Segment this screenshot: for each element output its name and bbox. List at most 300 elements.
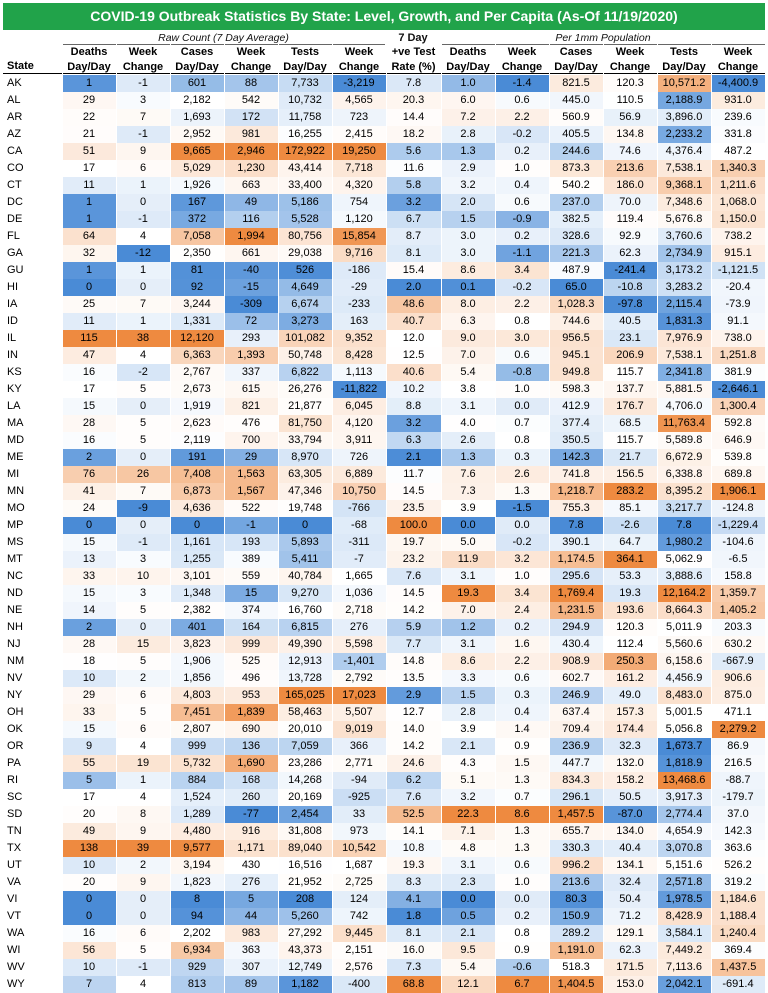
cell-per-tests: 7,348.6 [657, 194, 711, 211]
cell-per-tests-change: 1,240.4 [711, 925, 765, 942]
cell-raw-tests-change: 9,445 [332, 925, 386, 942]
cell-per-cases-change: 23.1 [603, 330, 657, 347]
cell-raw-deaths-change: -9 [116, 500, 170, 517]
cell-per-tests: 1,673.7 [657, 738, 711, 755]
cell-per-deaths: 2.1 [441, 925, 495, 942]
cell-positive-rate: 11.6 [386, 160, 441, 177]
cell-raw-cases-change: 136 [224, 738, 278, 755]
cell-raw-tests-change: 19,250 [332, 143, 386, 160]
cell-raw-deaths-change: 5 [116, 432, 170, 449]
cell-raw-deaths: 56 [62, 942, 116, 959]
column-separator [116, 44, 117, 993]
cell-positive-rate: 13.5 [386, 670, 441, 687]
cell-per-deaths: 8.6 [441, 262, 495, 279]
cell-per-deaths-change: 2.6 [495, 466, 549, 483]
cell-per-deaths: 12.1 [441, 976, 495, 993]
cell-raw-tests-change: 7,718 [332, 160, 386, 177]
cell-positive-rate: 7.6 [386, 789, 441, 806]
cell-positive-rate: 8.1 [386, 245, 441, 262]
cell-positive-rate: 2.9 [386, 687, 441, 704]
cell-per-deaths: 5.0 [441, 534, 495, 551]
cell-per-deaths: 6.3 [441, 313, 495, 330]
cell-per-tests: 7,976.9 [657, 330, 711, 347]
column-separator [711, 44, 712, 993]
cell-per-tests: 2,571.8 [657, 874, 711, 891]
cell-per-deaths-change: 0.8 [495, 313, 549, 330]
cell-raw-cases: 3,101 [170, 568, 224, 585]
cell-per-deaths-change: -1.4 [495, 75, 549, 92]
cell-raw-cases-change: 663 [224, 177, 278, 194]
cell-per-cases: 945.1 [549, 347, 603, 364]
cell-raw-cases: 1,289 [170, 806, 224, 823]
cell-per-deaths-change: 0.2 [495, 908, 549, 925]
cell-per-cases: 213.6 [549, 874, 603, 891]
cell-raw-tests: 81,750 [278, 415, 332, 432]
cell-positive-rate: 20.3 [386, 92, 441, 109]
cell-raw-tests: 31,808 [278, 823, 332, 840]
cell-raw-tests: 33,400 [278, 177, 332, 194]
cell-raw-tests: 40,784 [278, 568, 332, 585]
cell-per-tests-change: 1,068.0 [711, 194, 765, 211]
cell-positive-rate: 14.2 [386, 602, 441, 619]
cell-raw-deaths: 25 [62, 296, 116, 313]
cell-raw-cases-change: 389 [224, 551, 278, 568]
cell-raw-tests-change: 4,120 [332, 415, 386, 432]
cell-raw-deaths-change: -1 [116, 211, 170, 228]
cell-raw-cases: 372 [170, 211, 224, 228]
cell-raw-tests: 5,260 [278, 908, 332, 925]
cell-per-cases: 221.3 [549, 245, 603, 262]
cell-raw-tests-change: 1,665 [332, 568, 386, 585]
cell-per-tests-change: -179.7 [711, 789, 765, 806]
column-separator [441, 44, 442, 993]
cell-per-tests: 11,763.4 [657, 415, 711, 432]
cell-per-tests: 3,917.3 [657, 789, 711, 806]
cell-raw-cases-change: 116 [224, 211, 278, 228]
cell-per-tests-change: 875.0 [711, 687, 765, 704]
cell-raw-deaths: 14 [62, 602, 116, 619]
cell-per-tests: 3,584.1 [657, 925, 711, 942]
cell-per-cases-change: 115.7 [603, 364, 657, 381]
cell-raw-cases: 8 [170, 891, 224, 908]
cell-per-cases-change: 40.5 [603, 313, 657, 330]
cell-raw-cases-change: 374 [224, 602, 278, 619]
cell-per-cases: 956.5 [549, 330, 603, 347]
cell-per-deaths-change: -0.2 [495, 279, 549, 296]
cell-per-deaths: 3.2 [441, 177, 495, 194]
cell-raw-cases: 2,119 [170, 432, 224, 449]
cell-raw-cases: 601 [170, 75, 224, 92]
cell-raw-cases: 5,029 [170, 160, 224, 177]
cell-raw-tests-change: -29 [332, 279, 386, 296]
cell-per-deaths: 5.4 [441, 364, 495, 381]
cell-positive-rate: 10.2 [386, 381, 441, 398]
cell-per-deaths: 1.0 [441, 75, 495, 92]
cell-raw-tests: 20,169 [278, 789, 332, 806]
header-state: State [7, 60, 34, 72]
cell-raw-deaths: 28 [62, 415, 116, 432]
cell-per-cases-change: 68.5 [603, 415, 657, 432]
cell-positive-rate: 14.2 [386, 738, 441, 755]
cell-per-cases-change: 32.3 [603, 738, 657, 755]
cell-per-tests: 3,217.7 [657, 500, 711, 517]
cell-raw-tests: 2,454 [278, 806, 332, 823]
cell-per-tests-change: 738.2 [711, 228, 765, 245]
cell-raw-cases: 1,524 [170, 789, 224, 806]
cell-raw-tests: 16,760 [278, 602, 332, 619]
column-separator [224, 44, 225, 993]
cell-raw-deaths: 1 [62, 194, 116, 211]
header-raw-tests: Tests Day/Day [283, 46, 327, 73]
cell-per-cases-change: 32.4 [603, 874, 657, 891]
cell-state: CT [7, 179, 22, 191]
cell-per-tests-change: 487.2 [711, 143, 765, 160]
cell-positive-rate: 6.2 [386, 772, 441, 789]
cell-raw-deaths: 16 [62, 925, 116, 942]
cell-per-tests-change: 216.5 [711, 755, 765, 772]
cell-per-tests: 7,538.1 [657, 160, 711, 177]
cell-raw-cases: 999 [170, 738, 224, 755]
cell-per-cases: 65.0 [549, 279, 603, 296]
cell-per-tests-change: 381.9 [711, 364, 765, 381]
cell-state: OH [7, 706, 24, 718]
cell-raw-deaths-change: 0 [116, 449, 170, 466]
cell-per-cases: 330.3 [549, 840, 603, 857]
cell-per-deaths-change: 1.0 [495, 874, 549, 891]
cell-raw-deaths: 17 [62, 789, 116, 806]
cell-per-cases: 873.3 [549, 160, 603, 177]
cell-raw-tests-change: 124 [332, 891, 386, 908]
cell-per-deaths: 8.6 [441, 653, 495, 670]
cell-raw-cases: 6,934 [170, 942, 224, 959]
cell-per-cases: 744.6 [549, 313, 603, 330]
cell-state: ID [7, 315, 18, 327]
cell-state: SD [7, 808, 23, 820]
cell-raw-cases-change: 690 [224, 721, 278, 738]
cell-per-deaths-change: 0.3 [495, 449, 549, 466]
cell-state: IA [7, 298, 18, 310]
cell-per-cases: 1,457.5 [549, 806, 603, 823]
cell-per-cases: 1,404.5 [549, 976, 603, 993]
cell-per-cases: 487.9 [549, 262, 603, 279]
cell-raw-cases: 92 [170, 279, 224, 296]
cell-per-deaths: 2.8 [441, 126, 495, 143]
cell-raw-tests-change: 726 [332, 449, 386, 466]
cell-positive-rate: 8.7 [386, 228, 441, 245]
cell-per-deaths-change: 6.7 [495, 976, 549, 993]
cell-raw-tests: 7,059 [278, 738, 332, 755]
cell-per-cases-change: 174.4 [603, 721, 657, 738]
cell-raw-cases-change: 15 [224, 585, 278, 602]
cell-raw-tests: 47,346 [278, 483, 332, 500]
cell-raw-deaths-change: 6 [116, 721, 170, 738]
cell-raw-cases: 167 [170, 194, 224, 211]
header-raw-deaths-change: Week Change [122, 46, 164, 73]
cell-raw-cases: 9,577 [170, 840, 224, 857]
cell-per-tests-change: -104.6 [711, 534, 765, 551]
cell-raw-tests: 21,952 [278, 874, 332, 891]
cell-raw-tests-change: 754 [332, 194, 386, 211]
cell-positive-rate: 2.0 [386, 279, 441, 296]
cell-state: DC [7, 196, 23, 208]
cell-per-cases: 350.5 [549, 432, 603, 449]
cell-raw-cases-change: 307 [224, 959, 278, 976]
cell-raw-deaths: 0 [62, 517, 116, 534]
cell-state: MP [7, 519, 24, 531]
cell-raw-tests-change: -94 [332, 772, 386, 789]
cell-raw-cases: 1,255 [170, 551, 224, 568]
header-raw-tests-change: Week Change [338, 46, 380, 73]
cell-per-cases-change: 50.4 [603, 891, 657, 908]
cell-per-tests-change: -1,121.5 [711, 262, 765, 279]
cell-per-tests: 7,113.6 [657, 959, 711, 976]
column-separator [386, 44, 387, 993]
cell-raw-deaths-change: 1 [116, 262, 170, 279]
column-separator [62, 44, 63, 993]
cell-per-deaths: 8.0 [441, 296, 495, 313]
cell-raw-cases: 2,952 [170, 126, 224, 143]
cell-per-deaths: 11.9 [441, 551, 495, 568]
cell-state: NY [7, 689, 23, 701]
cell-raw-deaths-change: 4 [116, 789, 170, 806]
cell-per-cases: 1,174.5 [549, 551, 603, 568]
cell-per-deaths-change: 2.2 [495, 653, 549, 670]
cell-per-deaths: 1.3 [441, 449, 495, 466]
cell-per-deaths-change: 0.9 [495, 738, 549, 755]
cell-raw-tests: 10,732 [278, 92, 332, 109]
cell-per-cases-change: 132.0 [603, 755, 657, 772]
cell-raw-deaths-change: 6 [116, 925, 170, 942]
cell-raw-deaths-change: 3 [116, 92, 170, 109]
cell-per-cases: 150.9 [549, 908, 603, 925]
cell-raw-tests: 29,038 [278, 245, 332, 262]
cell-raw-cases: 4,803 [170, 687, 224, 704]
cell-positive-rate: 10.8 [386, 840, 441, 857]
cell-per-deaths: 3.0 [441, 228, 495, 245]
cell-per-cases: 244.6 [549, 143, 603, 160]
cell-per-cases-change: 153.0 [603, 976, 657, 993]
cell-per-tests-change: 239.6 [711, 109, 765, 126]
cell-per-deaths-change: 3.0 [495, 330, 549, 347]
cell-raw-cases: 7,408 [170, 466, 224, 483]
header-per-tests: Tests Day/Day [662, 46, 706, 73]
cell-raw-cases: 4,636 [170, 500, 224, 517]
cell-raw-cases-change: 44 [224, 908, 278, 925]
cell-per-tests-change: 1,211.6 [711, 177, 765, 194]
cell-per-tests-change: 1,300.4 [711, 398, 765, 415]
cell-raw-deaths: 17 [62, 381, 116, 398]
cell-raw-tests-change: 1,113 [332, 364, 386, 381]
header-per-cases: Cases Day/Day [554, 46, 598, 73]
cell-per-cases-change: 283.2 [603, 483, 657, 500]
cell-state: UT [7, 859, 22, 871]
cell-per-tests-change: 689.8 [711, 466, 765, 483]
cell-raw-deaths: 115 [62, 330, 116, 347]
cell-per-tests-change: 158.8 [711, 568, 765, 585]
cell-positive-rate: 14.0 [386, 721, 441, 738]
cell-raw-cases: 1,856 [170, 670, 224, 687]
cell-raw-deaths: 17 [62, 160, 116, 177]
cell-raw-tests-change: 742 [332, 908, 386, 925]
cell-raw-tests-change: 2,771 [332, 755, 386, 772]
cell-raw-cases: 0 [170, 517, 224, 534]
cell-raw-deaths-change: 1 [116, 313, 170, 330]
cell-positive-rate: 5.9 [386, 619, 441, 636]
cell-raw-deaths-change: 1 [116, 177, 170, 194]
cell-per-deaths: 0.5 [441, 908, 495, 925]
cell-per-tests-change: 1,251.8 [711, 347, 765, 364]
cell-raw-cases-change: 1,994 [224, 228, 278, 245]
cell-state: CO [7, 162, 24, 174]
cell-raw-tests: 89,040 [278, 840, 332, 857]
column-separator [549, 44, 550, 993]
cell-per-deaths: 3.2 [441, 789, 495, 806]
cell-per-tests-change: 363.6 [711, 840, 765, 857]
cell-per-cases-change: 137.7 [603, 381, 657, 398]
cell-raw-cases-change: -1 [224, 517, 278, 534]
cell-per-tests: 2,115.4 [657, 296, 711, 313]
cell-per-cases-change: 56.9 [603, 109, 657, 126]
cell-positive-rate: 14.8 [386, 653, 441, 670]
cell-per-cases: 560.9 [549, 109, 603, 126]
cell-raw-tests: 7,733 [278, 75, 332, 92]
cell-raw-cases-change: 981 [224, 126, 278, 143]
cell-raw-deaths: 15 [62, 585, 116, 602]
cell-raw-tests-change: 2,151 [332, 942, 386, 959]
cell-raw-cases-change: 916 [224, 823, 278, 840]
cell-per-cases: 405.5 [549, 126, 603, 143]
cell-per-deaths-change: 1.6 [495, 636, 549, 653]
cell-raw-cases: 884 [170, 772, 224, 789]
cell-positive-rate: 40.7 [386, 313, 441, 330]
cell-per-deaths: 2.0 [441, 194, 495, 211]
cell-raw-deaths: 16 [62, 364, 116, 381]
cell-per-tests: 6,338.8 [657, 466, 711, 483]
cell-per-tests-change: 646.9 [711, 432, 765, 449]
cell-raw-deaths-change: -2 [116, 364, 170, 381]
cell-per-deaths-change: 0.2 [495, 619, 549, 636]
cell-per-tests: 4,456.9 [657, 670, 711, 687]
cell-per-cases-change: 74.6 [603, 143, 657, 160]
cell-state: NC [7, 570, 23, 582]
cell-raw-tests-change: 2,792 [332, 670, 386, 687]
cell-raw-deaths: 0 [62, 908, 116, 925]
cell-raw-tests-change: -400 [332, 976, 386, 993]
cell-per-tests: 8,483.0 [657, 687, 711, 704]
cell-per-cases: 7.8 [549, 517, 603, 534]
cell-state: RI [7, 774, 18, 786]
cell-raw-deaths-change: 10 [116, 568, 170, 585]
cell-per-deaths-change: 3.2 [495, 551, 549, 568]
cell-raw-tests-change: 163 [332, 313, 386, 330]
cell-raw-tests-change: -925 [332, 789, 386, 806]
cell-state: VI [7, 893, 18, 905]
cell-raw-deaths-change: -1 [116, 534, 170, 551]
cell-per-deaths: 1.5 [441, 687, 495, 704]
column-separator [657, 44, 658, 993]
cell-positive-rate: 48.6 [386, 296, 441, 313]
cell-raw-cases-change: 49 [224, 194, 278, 211]
cell-raw-deaths: 49 [62, 823, 116, 840]
cell-per-tests-change: 1,359.7 [711, 585, 765, 602]
cell-per-tests-change: 592.8 [711, 415, 765, 432]
cell-state: AZ [7, 128, 22, 140]
cell-per-tests: 2,341.8 [657, 364, 711, 381]
cell-per-cases-change: 364.1 [603, 551, 657, 568]
cell-raw-tests-change: 6,045 [332, 398, 386, 415]
cell-raw-deaths: 10 [62, 670, 116, 687]
cell-per-cases-change: 92.9 [603, 228, 657, 245]
cell-raw-deaths: 16 [62, 432, 116, 449]
cell-raw-deaths: 1 [62, 211, 116, 228]
column-separator [603, 44, 604, 993]
cell-raw-tests: 21,877 [278, 398, 332, 415]
cell-per-tests-change: 1,184.6 [711, 891, 765, 908]
cell-per-cases-change: 134.0 [603, 823, 657, 840]
cell-raw-deaths: 10 [62, 857, 116, 874]
cell-positive-rate: 19.7 [386, 534, 441, 551]
cell-positive-rate: 5.6 [386, 143, 441, 160]
cell-raw-cases: 2,350 [170, 245, 224, 262]
cell-per-tests-change: 1,150.0 [711, 211, 765, 228]
cell-state: VT [7, 910, 22, 922]
cell-positive-rate: 7.7 [386, 636, 441, 653]
cell-raw-tests-change: 9,716 [332, 245, 386, 262]
cell-per-cases-change: -241.4 [603, 262, 657, 279]
cell-raw-deaths: 9 [62, 738, 116, 755]
cell-raw-deaths: 33 [62, 704, 116, 721]
cell-raw-deaths-change: 6 [116, 160, 170, 177]
cell-raw-tests: 43,414 [278, 160, 332, 177]
cell-raw-cases: 2,807 [170, 721, 224, 738]
cell-raw-deaths-change: 7 [116, 483, 170, 500]
cell-raw-cases: 1,906 [170, 653, 224, 670]
cell-raw-tests-change: 2,415 [332, 126, 386, 143]
cell-per-deaths-change: 1.0 [495, 381, 549, 398]
cell-raw-deaths-change: 0 [116, 908, 170, 925]
cell-raw-cases-change: 293 [224, 330, 278, 347]
cell-per-deaths-change: 0.2 [495, 143, 549, 160]
cell-raw-deaths-change: -1 [116, 75, 170, 92]
cell-state: CA [7, 145, 23, 157]
cell-per-deaths: 3.9 [441, 500, 495, 517]
cell-positive-rate: 4.1 [386, 891, 441, 908]
cell-per-cases: 1,769.4 [549, 585, 603, 602]
cell-positive-rate: 68.8 [386, 976, 441, 993]
cell-state: KY [7, 383, 22, 395]
cell-per-tests: 3,888.6 [657, 568, 711, 585]
cell-per-tests-change: 526.2 [711, 857, 765, 874]
cell-positive-rate: 8.1 [386, 925, 441, 942]
cell-per-cases: 602.7 [549, 670, 603, 687]
cell-state: AR [7, 111, 23, 123]
cell-raw-deaths: 138 [62, 840, 116, 857]
cell-per-tests-change: 91.1 [711, 313, 765, 330]
cell-per-cases-change: 64.7 [603, 534, 657, 551]
cell-raw-tests-change: 9,352 [332, 330, 386, 347]
cell-per-cases-change: 161.2 [603, 670, 657, 687]
cell-per-cases: 821.5 [549, 75, 603, 92]
cell-per-tests-change: -1,229.4 [711, 517, 765, 534]
header-raw-cases: Cases Day/Day [175, 46, 219, 73]
cell-per-tests-change: 1,188.4 [711, 908, 765, 925]
cell-raw-deaths-change: 1 [116, 772, 170, 789]
cell-raw-deaths: 20 [62, 874, 116, 891]
cell-per-deaths: 9.5 [441, 942, 495, 959]
cell-per-cases-change: 53.3 [603, 568, 657, 585]
cell-per-tests: 4,376.4 [657, 143, 711, 160]
cell-raw-deaths: 2 [62, 619, 116, 636]
